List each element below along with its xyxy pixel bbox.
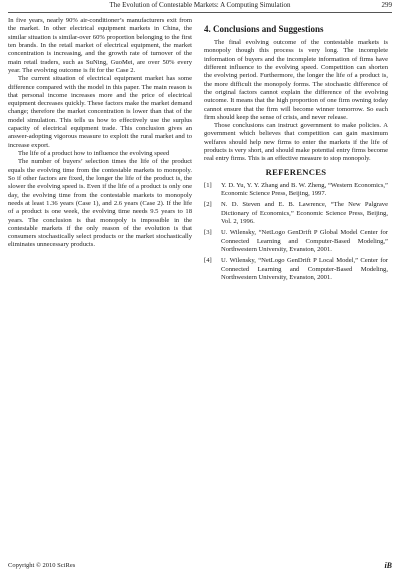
reference-item bbox=[204, 229, 388, 254]
body-paragraph: Those conclusions can instruct government to make policies. A government which believes that competition can gain maximum welfares should help new firms to enter the markets if the life of products is very short, and should make potential entry firms become real entry firms. This is an effective measure to stop monopoly. bbox=[204, 122, 388, 163]
page-number: 299 bbox=[381, 1, 392, 9]
running-header bbox=[8, 0, 392, 13]
reference-text: U. Wilensky, “NetLogo GenDrift P Local Model,” Center for Connected Learning and Computer-Based Modeling, Northwestern University, Evanston, 2001. bbox=[221, 257, 388, 281]
reference-number: [2] bbox=[204, 201, 212, 209]
right-column bbox=[204, 17, 388, 285]
body-paragraph: In five years, nearly 90% air-conditioner’s manufacturers exit from the market. In other electrical equipment markets in China, the similar situation is similar-over 60% proportion belonging to the first ten brands. In the retail market of electrical equipment, the market concentration is increasing, and the growth rate of turnover of the main retail traders, such as SuNing, GuoMei, are over 50% every year. The evolving outcome is fit for the Case 2. bbox=[8, 17, 192, 74]
reference-item bbox=[204, 182, 388, 199]
reference-text: U. Wilensky, “NetLogo GenDrift P Global Model Center for Connected Learning and Computer-Based Modeling,” Northwestern University, Evanston, 2001. bbox=[221, 229, 388, 253]
subsection-paragraph: The life of a product how to influence the evolving speed bbox=[18, 150, 170, 157]
reference-text: N. D. Steven and E. B. Lawrence, “The New Palgrave Dictionary of Economics,” Economic Science Press, Beijing, Vol. 2, 1996. bbox=[221, 201, 388, 225]
reference-number: [3] bbox=[204, 229, 212, 237]
running-title: The Evolution of Contestable Markets: A Computing Simulation bbox=[109, 1, 291, 9]
section-heading: 4. Conclusions and Suggestions bbox=[204, 24, 324, 34]
page-footer bbox=[8, 559, 392, 571]
left-column bbox=[8, 17, 192, 250]
reference-number: [4] bbox=[204, 257, 212, 265]
copyright-notice: Copyright © 2010 SciRes bbox=[8, 562, 76, 569]
reference-item bbox=[204, 201, 388, 226]
reference-text: Y. D. Yu, Y. Y. Zhang and B. W. Zheng, “Western Economics,” Economic Science Press, Beijing, 1997. bbox=[221, 181, 388, 197]
journal-abbrev: iB bbox=[384, 561, 392, 570]
reference-item bbox=[204, 257, 388, 282]
body-paragraph: The final evolving outcome of the contestable markets is monopoly though this process is very long. The incomplete information of buyers and the incomplete information of firms have different influence to the evolving speed. Competition can shorten the evolving period. Furthermore, the longer the life of a product is, the more difficult the monopoly forms. The stochastic difference of the original factors cannot explain the difference of the evolving outcome. It means that the high proportion of one firm owning today cannot ensure that the firm will become winner tomorrow. So each firm should keep the sense of crisis, and never release. bbox=[204, 39, 388, 121]
references-list bbox=[204, 182, 388, 282]
references-heading: REFERENCES bbox=[265, 166, 327, 177]
body-paragraph: The number of buyers’ selection times the life of the product equals the evolving time from the contestable markets to monopoly. So if other factors are fixed, the longer the life of the product is, the slower the evolving speed is. Even if the life of a product is only one day, the evolving time from the contestable markets to monopoly needs at least 1.36 years (Case 1), and 2.6 years (Case 2). If the life of a product is one week, the evolving time needs 9.5 years to 18 years. The conclusion is that monopoly is impossible in the contestable markets if the only reason of the evolution is that consumers stochastically select products or the market stochastically eliminates unnecessary products. bbox=[8, 158, 192, 249]
reference-number: [1] bbox=[204, 181, 212, 189]
body-paragraph: The current situation of electrical equipment market has some difference compared with the model in this paper. The main reason is that personal income increases more and the price of electrical equipment decreases quickly. These factors make the market demand change; therefore the market concentration is lower than that of the model simulation. This tells us how to effectively use the surplus capacity of electrical equipment trade. This conclusion gives an answer-adopting vigorous measure to exploit the rural market and to increase export. bbox=[8, 75, 192, 149]
